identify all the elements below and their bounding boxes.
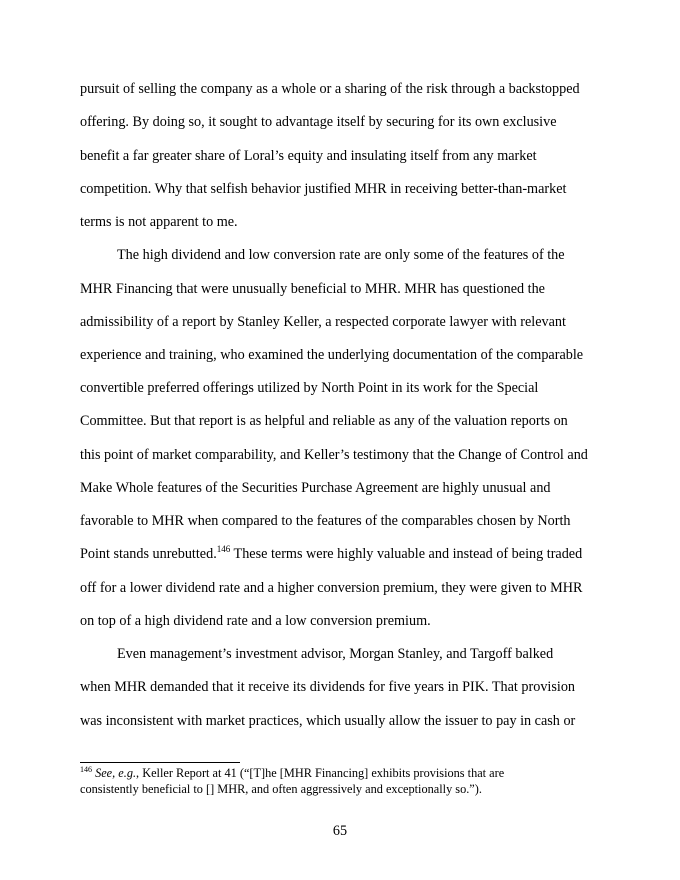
footnote-reference[interactable]: 146 [216,544,231,554]
footnote-number: 146 [80,765,92,774]
footnote-text: , Keller Report at 41 (“[T]he [MHR Financing] exhibits provisions that are [136,766,505,780]
footnote-line [80,766,620,781]
footnote-separator [80,762,240,763]
body-line: this point of market comparability, and Keller’s testimony that the Change of Control and [80,447,588,463]
body-line: off for a lower dividend rate and a higher conversion premium, they were given to MHR [80,580,583,596]
body-line: MHR Financing that were unusually beneficial to MHR. MHR has questioned the [80,281,545,297]
body-line: benefit a far greater share of Loral’s equity and insulating itself from any market [80,148,537,164]
body-line: when MHR demanded that it receive its dividends for five years in PIK. That provision [80,679,576,695]
body-line-with-footnote-ref [80,545,620,563]
paragraph-start-line: Even management’s investment advisor, Morgan Stanley, and Targoff balked [117,646,554,662]
footnote-line: consistently beneficial to [] MHR, and often aggressively and exceptionally so.”). [80,782,482,796]
page-number: 65 [332,823,348,839]
body-line: convertible preferred offerings utilized by North Point in its work for the Special [80,380,539,396]
body-line: Committee. But that report is as helpful and reliable as any of the valuation reports on [80,413,568,429]
body-text: These terms were highly valuable and instead of being traded [230,546,583,562]
body-line: admissibility of a report by Stanley Keller, a respected corporate lawyer with relevant [80,314,566,330]
body-line: experience and training, who examined the underlying documentation of the comparable [80,347,584,363]
body-line: on top of a high dividend rate and a low conversion premium. [80,613,431,629]
body-line: terms is not apparent to me. [80,214,238,230]
body-line: was inconsistent with market practices, which usually allow the issuer to pay in cash or [80,713,576,729]
body-line: favorable to MHR when compared to the features of the comparables chosen by North [80,513,571,529]
body-line: competition. Why that selfish behavior justified MHR in receiving better-than-market [80,181,567,197]
paragraph-start-line: The high dividend and low conversion rate are only some of the features of the [117,247,565,263]
footnote-signal: See, e.g. [95,766,137,780]
body-line: offering. By doing so, it sought to advantage itself by securing for its own exclusive [80,114,557,130]
body-line: Make Whole features of the Securities Purchase Agreement are highly unusual and [80,480,551,496]
body-line: pursuit of selling the company as a whole or a sharing of the risk through a backstopped [80,81,580,97]
body-text: Point stands unrebutted. [80,546,217,562]
